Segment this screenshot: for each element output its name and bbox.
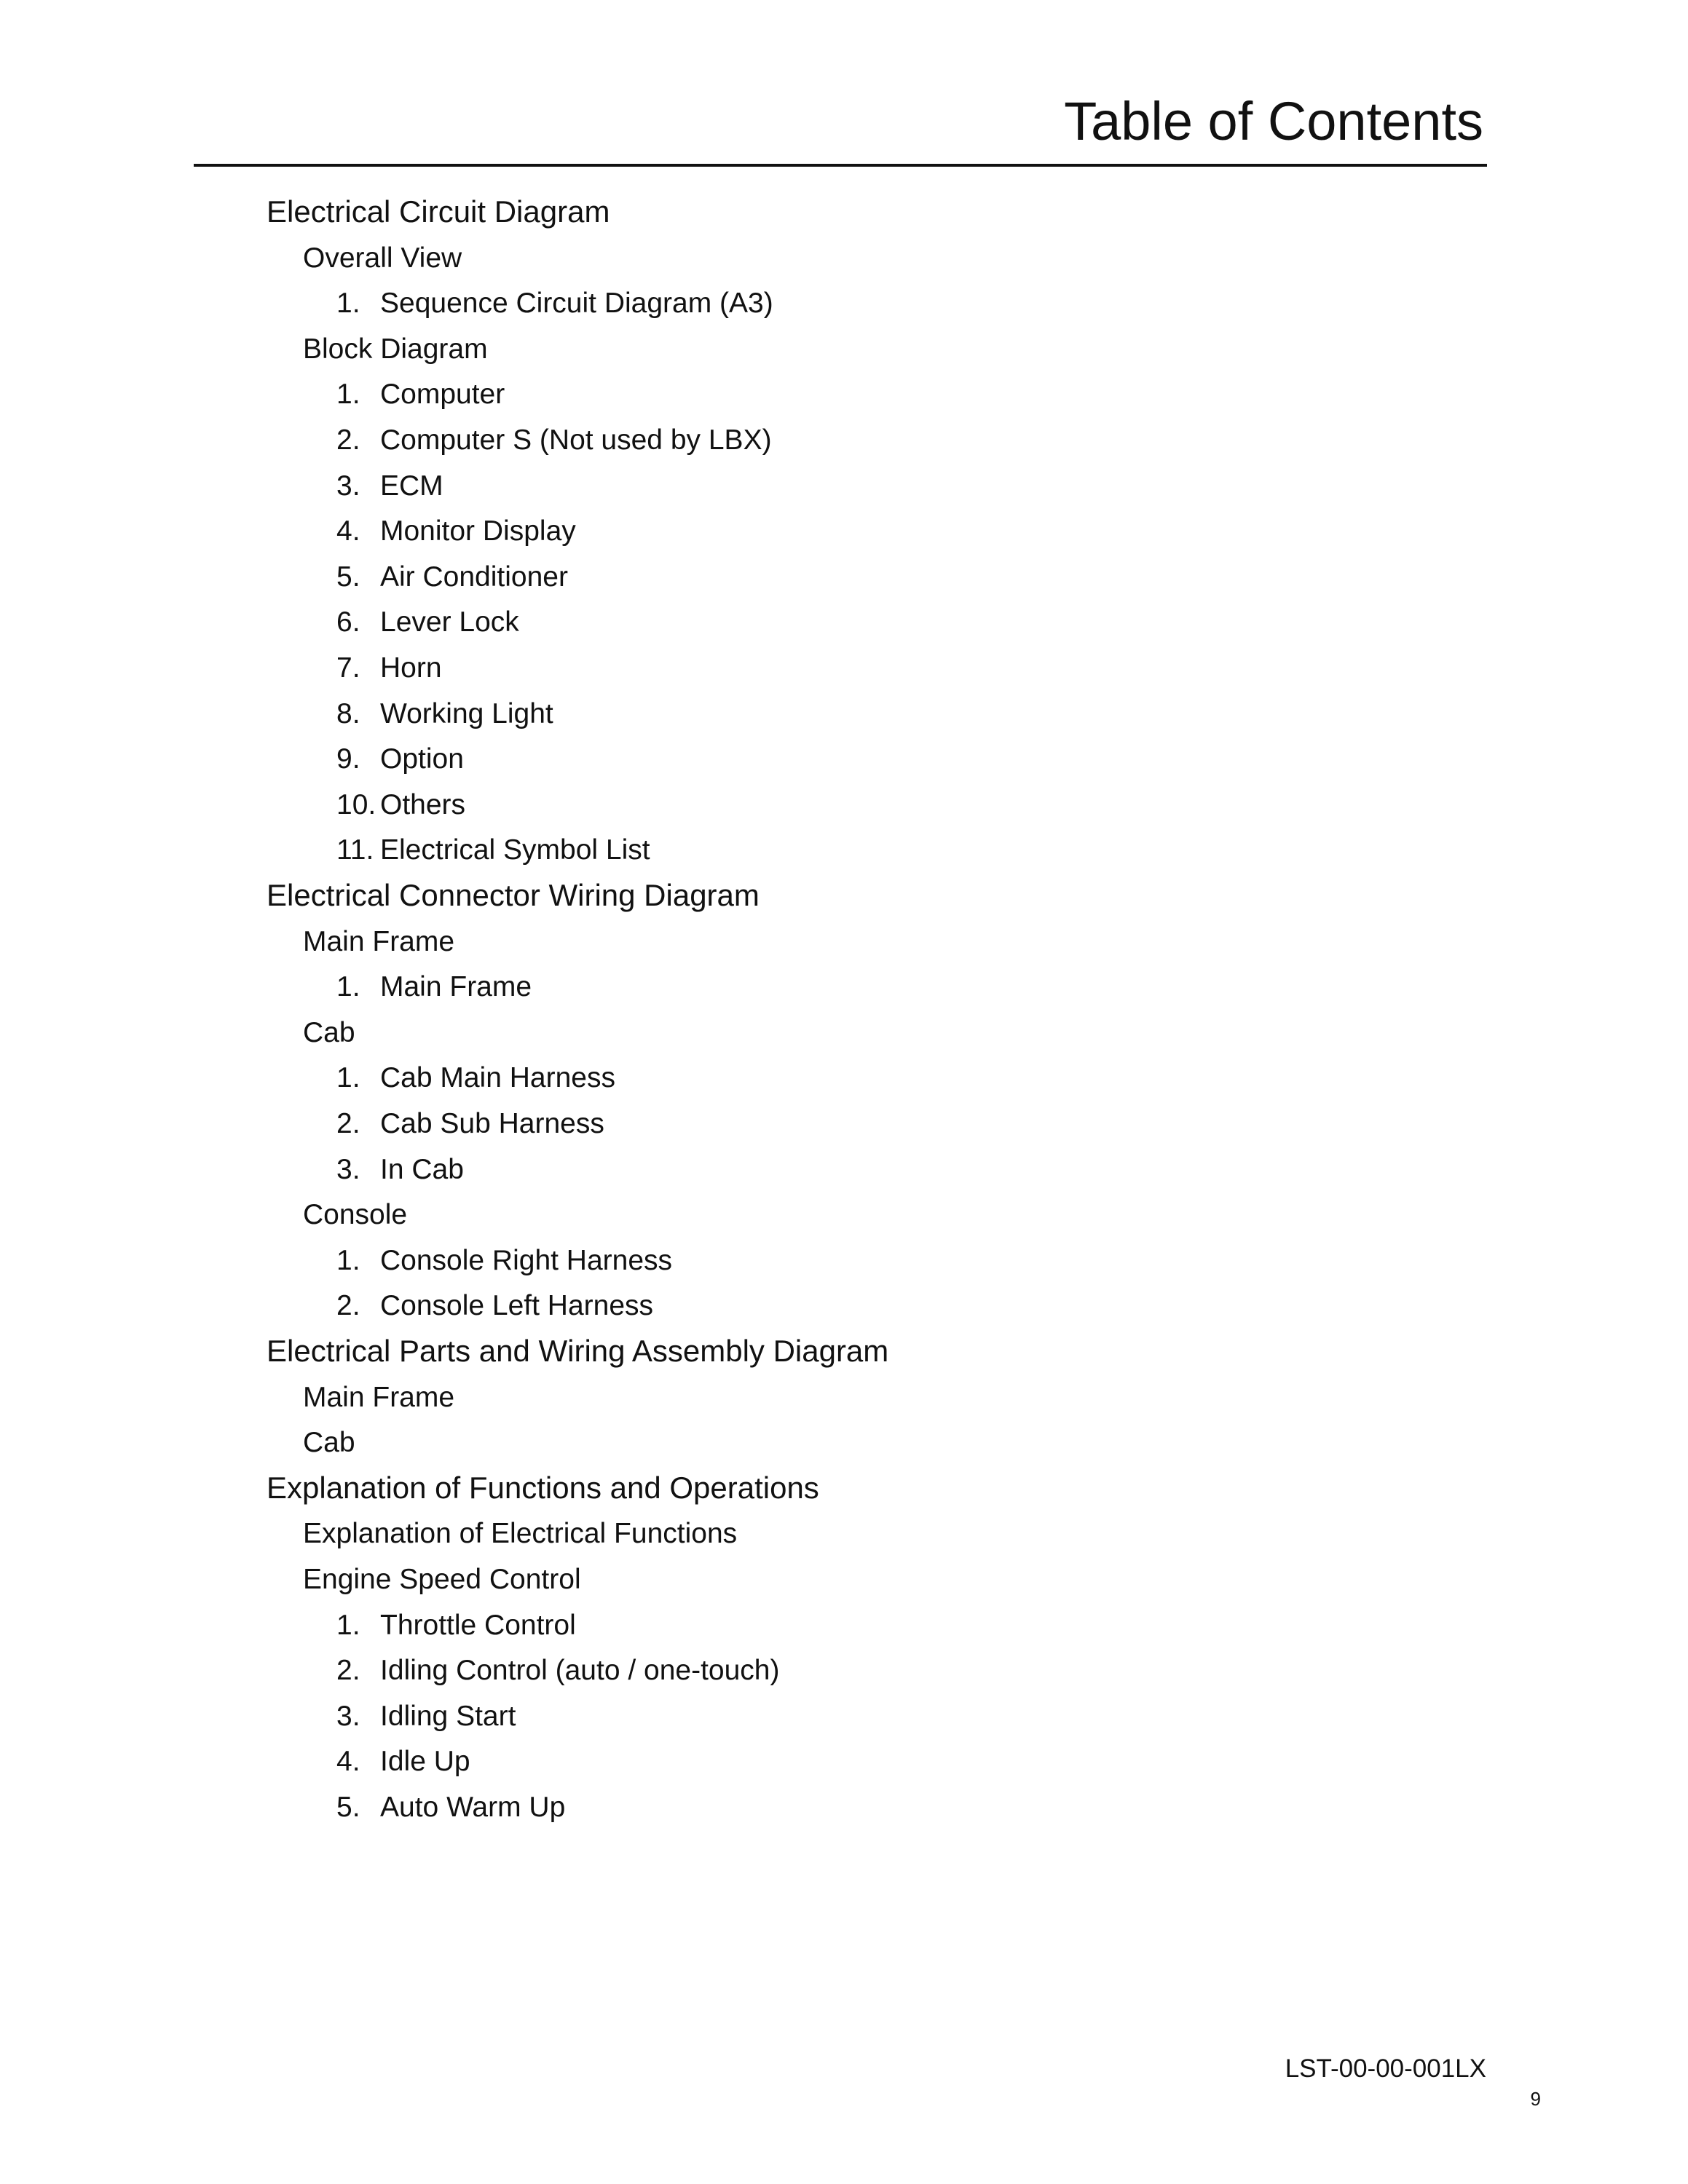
toc-item-number: 3. [336,470,360,502]
toc-entry-text: In Cab [380,1153,464,1185]
toc-entry-text: Auto Warm Up [380,1792,566,1823]
toc-subsection [303,335,488,363]
toc-item-number: 4. [336,515,360,547]
toc-item [336,1291,653,1320]
page-number: 9 [1530,2088,1541,2110]
toc-entry-text: Horn [380,652,442,684]
toc-item-number: 6. [336,606,360,638]
toc-entry-text: Cab Sub Harness [380,1108,604,1139]
toc-entry-text: Main Frame [380,971,532,1003]
toc-item [336,1155,464,1184]
toc-entry-text: Idle Up [380,1746,470,1778]
toc-entry-text: Cab [303,1016,355,1048]
toc-entry-text: Cab [303,1427,355,1459]
toc-entry-text: Monitor Display [380,515,576,547]
toc-item [336,1064,615,1092]
toc-item [336,788,466,820]
toc-entry-text: Idling Control (auto / one-touch) [380,1655,780,1687]
toc-item-number: 5. [336,561,360,593]
toc-subsection [303,1383,454,1412]
toc-item [336,973,532,1001]
toc-item-number: 9. [336,743,360,775]
toc-item-number: 11. [336,834,374,866]
toc-item-number: 2. [336,424,360,456]
toc-entry-text: Console Left Harness [380,1290,654,1322]
toc-entry-text: Cab Main Harness [380,1062,615,1094]
toc-entry-text: Console [303,1199,408,1231]
toc-entry-text: Lever Lock [380,606,519,638]
toc-item [336,426,772,454]
toc-item [336,472,443,500]
toc-item-number: 3. [336,1700,360,1732]
toc-entry-text: Electrical Connector Wiring Diagram [267,878,760,912]
toc-item [336,1611,576,1639]
toc-subsection [303,927,454,956]
toc-item-number: 2. [336,1108,360,1139]
toc-subsection [303,1428,355,1457]
toc-item [336,836,650,864]
toc-item-number: 1. [336,1244,360,1276]
toc-item-number: 1. [336,288,360,320]
toc-entry-text: Main Frame [303,1381,455,1413]
toc-item [336,1656,779,1685]
toc-section [267,1470,819,1505]
toc-item [336,1246,672,1275]
toc-section [267,880,760,911]
toc-item [336,379,505,411]
toc-entry-text: Block Diagram [303,333,488,365]
toc-entry-text: Main Frame [303,925,455,957]
toc-subsection [303,1018,355,1047]
toc-entry-text: Electrical Symbol List [380,834,650,866]
toc-section [267,1336,888,1366]
toc-item [336,1702,516,1730]
toc-item-number: 10. [336,788,376,820]
toc-item [336,563,568,591]
toc-subsection [303,244,462,272]
toc-item-number: 8. [336,697,360,729]
toc-entry-text: Throttle Control [380,1609,576,1641]
toc-item-number: 2. [336,1290,360,1322]
document-code: LST-00-00-001LX [1285,2054,1486,2083]
toc-item-number: 1. [336,971,360,1003]
toc-entry-text: Computer [380,379,505,411]
toc-item-number: 3. [336,1153,360,1185]
toc-entry-text: Air Conditioner [380,561,568,593]
toc-item [336,697,553,729]
toc-entry-text: Others [380,788,466,820]
toc-entry-text: ECM [380,470,443,502]
page-title: Table of Contents [1064,91,1483,151]
toc-entry-text: Overall View [303,242,462,274]
toc-item-number: 4. [336,1746,360,1778]
toc-entry-text: Engine Speed Control [303,1564,581,1595]
toc-section [267,194,610,229]
toc-entry-text: Electrical Circuit Diagram [267,194,610,229]
toc-item-number: 5. [336,1792,360,1823]
toc-entry-text: Working Light [380,697,553,729]
toc-item-number: 2. [336,1655,360,1687]
toc-item [336,288,773,320]
toc-item [336,1747,470,1776]
toc-item [336,745,464,773]
toc-entry-text: Explanation of Functions and Operations [267,1470,819,1505]
toc-item [336,608,519,636]
toc-item [336,517,576,545]
toc-entry-text: Electrical Parts and Wiring Assembly Diagram [267,1334,889,1368]
toc-entry-text: Option [380,743,464,775]
toc-entry-text: Explanation of Electrical Functions [303,1518,738,1550]
toc-item [336,1109,604,1138]
toc-entry-text: Computer S (Not used by LBX) [380,424,772,456]
toc-subsection [303,1519,737,1548]
toc-subsection [303,1565,581,1594]
toc-item-number: 1. [336,379,360,411]
toc-entry-text: Console Right Harness [380,1244,673,1276]
toc-item [336,654,442,682]
toc-item-number: 7. [336,652,360,684]
toc-item [336,1793,565,1821]
toc-entry-text: Idling Start [380,1700,516,1732]
toc-entry-text: Sequence Circuit Diagram (A3) [380,288,773,320]
toc-item-number: 1. [336,1609,360,1641]
toc-item-number: 1. [336,1062,360,1094]
toc-subsection [303,1200,407,1229]
